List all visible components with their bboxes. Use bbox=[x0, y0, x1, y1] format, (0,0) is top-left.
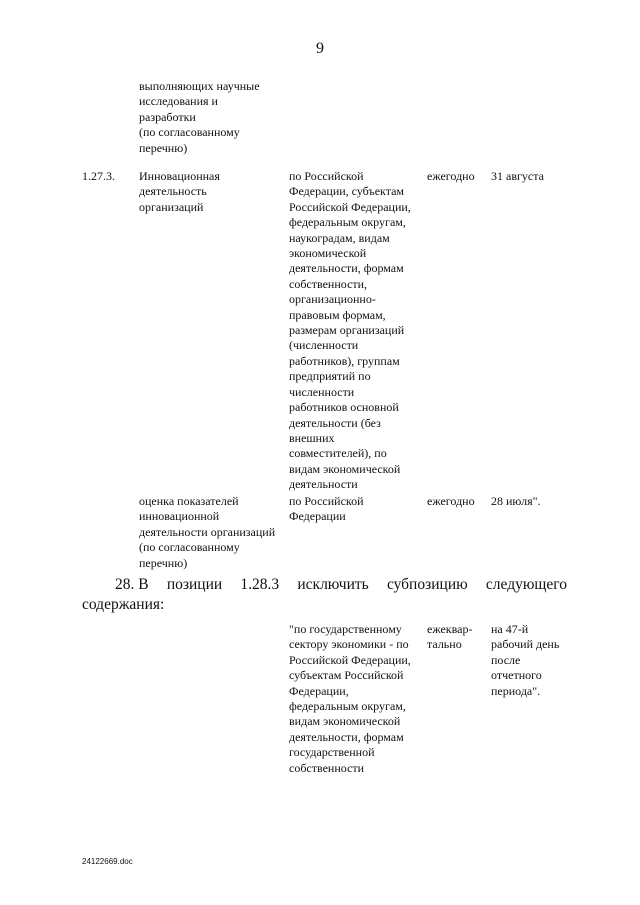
breakdown-text: по Российской Федерации, субъектам Российской Федерации, федеральным округам, наукоградам, видам экономической деятельности, формам собственности, организационно- правовым формам, размерам организаций (численности работников), группам предприятий по численности работников основной деятельности (без внешних совместителей), по видам экономической деятельности bbox=[289, 169, 411, 492]
paragraph-word: позиции bbox=[166, 576, 223, 593]
periodicity: ежегодно bbox=[427, 169, 475, 183]
periodicity: ежегодно bbox=[427, 494, 475, 508]
deadline: 28 июля". bbox=[491, 494, 541, 508]
amendment-paragraph-line-1 bbox=[115, 576, 567, 594]
indicator-name: Инновационная деятельность организаций bbox=[139, 169, 220, 214]
breakdown-text: по Российской Федерации bbox=[289, 494, 364, 524]
periodicity: ежеквар- тально bbox=[427, 622, 473, 652]
row-code: 1.27.3. bbox=[82, 169, 115, 183]
continued-indicator-name: выполняющих научные исследования и разработки (по согласованному перечню) bbox=[139, 79, 260, 155]
deadline: на 47-й рабочий день после отчетного периода". bbox=[491, 622, 560, 698]
breakdown-text: "по государственному сектору экономики - по Российской Федерации, субъектам Российской Федерации, федеральным округам, видам экономической деятельности, формам государственной собственности bbox=[289, 622, 411, 775]
paragraph-word: следующего bbox=[485, 576, 567, 593]
deadline: 31 августа bbox=[491, 169, 544, 183]
amendment-paragraph-line-2: содержания: bbox=[82, 596, 165, 613]
page-number: 9 bbox=[316, 40, 324, 57]
paragraph-word: исключить bbox=[297, 576, 369, 593]
paragraph-word: 1.28.3 bbox=[240, 576, 280, 593]
paragraph-word: 28. В bbox=[115, 576, 149, 593]
document-filename: 24122669.doc bbox=[82, 857, 133, 866]
indicator-name: оценка показателей инновационной деятельности организаций (по согласованному перечню) bbox=[139, 494, 276, 570]
paragraph-word: субпозицию bbox=[386, 576, 468, 593]
